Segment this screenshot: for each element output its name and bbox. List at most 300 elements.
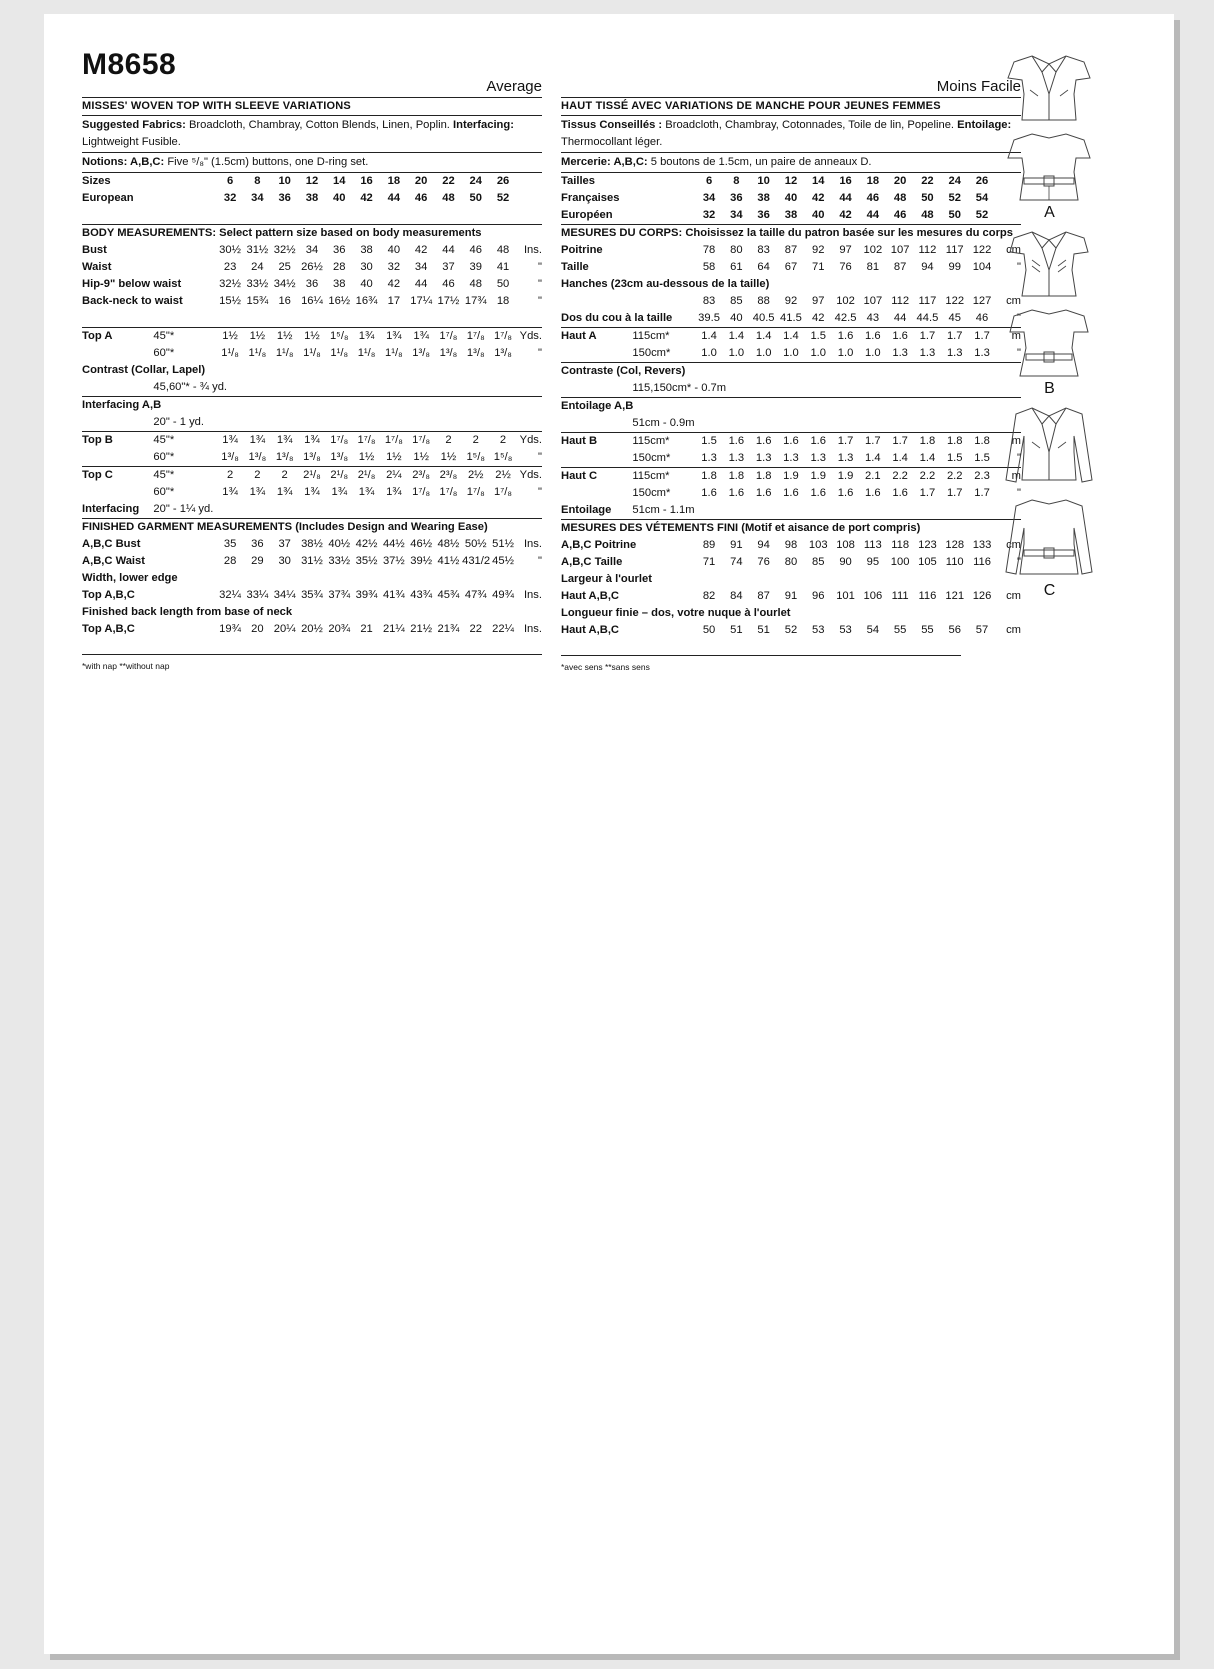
value-cell: 42 <box>812 312 825 324</box>
view-c-front-drawing <box>1002 402 1097 494</box>
value-cell: 18 <box>496 295 510 307</box>
value-cell: 42½ <box>355 538 378 550</box>
row-label: Tailles <box>561 175 595 187</box>
value-cell: 1.4 <box>701 330 717 342</box>
value-cell: 40½ <box>328 538 351 550</box>
value-cell: 1³/₈ <box>248 451 267 463</box>
table-row <box>561 242 1021 259</box>
unit-cell: " <box>538 486 542 498</box>
value-cell: 34¼ <box>273 589 296 601</box>
value-cell: 20½ <box>301 623 323 635</box>
value-cell: 41 <box>496 261 510 273</box>
value-cell: 24 <box>948 175 961 187</box>
fabrics-text-fr: Broadcloth, Chambray, Cotonnades, Toile de lin, Popeline. <box>665 119 955 131</box>
section-heading-row <box>561 276 1021 293</box>
value-cell: 1.8 <box>946 435 963 447</box>
value-cell: 44 <box>866 209 880 221</box>
value-cell: 126 <box>972 590 992 602</box>
value-cell: 1½ <box>440 451 457 463</box>
pattern-title-fr: HAUT TISSÉ AVEC VARIATIONS DE MANCHE POUR JEUNES FEMMES <box>561 97 1021 116</box>
notions-label: Notions: A,B,C: <box>82 156 165 168</box>
value-cell: 20 <box>414 175 428 187</box>
value-cell: 34 <box>702 192 716 204</box>
value-cell: 1⁷/₈ <box>357 434 376 446</box>
value-cell: 19¾ <box>219 623 241 635</box>
section-heading-row <box>82 604 542 621</box>
value-cell: 1¾ <box>386 330 402 342</box>
value-cell: 1⁵/₈ <box>329 330 349 342</box>
unit-cell: Ins. <box>523 244 542 256</box>
unit-cell: " <box>538 261 542 273</box>
unit-cell: " <box>1017 312 1021 324</box>
row-label: A,B,C Taille <box>561 556 623 568</box>
value-cell: 6 <box>705 175 713 187</box>
value-cell: 54 <box>866 624 880 636</box>
value-cell: 39½ <box>410 555 433 567</box>
value-cell: 51½ <box>492 538 514 550</box>
value-cell: 2 <box>445 434 452 446</box>
yardage-row <box>82 449 542 467</box>
value-cell: 94 <box>757 539 770 551</box>
value-cell: 15½ <box>219 295 241 307</box>
value-cell: 102 <box>836 295 855 307</box>
value-cell: 46 <box>414 192 428 204</box>
value-cell: 110 <box>945 556 964 568</box>
value-cell: 38 <box>784 209 798 221</box>
view-b-front-drawing <box>1002 226 1097 304</box>
value-cell: 1.8 <box>701 470 717 482</box>
value-cell: 35 <box>223 538 237 550</box>
value-cell: 14 <box>333 175 346 187</box>
value-cell: 121 <box>945 590 965 602</box>
notions-paragraph <box>82 153 542 173</box>
value-cell: 44 <box>839 192 852 204</box>
value-cell: 42 <box>414 244 428 256</box>
section-heading: Contraste (Col, Revers) <box>561 365 686 377</box>
fabric-width: 115cm* <box>632 470 670 482</box>
value-cell: 117 <box>918 295 937 307</box>
fabric-width: 115cm* <box>632 330 670 342</box>
value-cell: 18 <box>866 175 880 187</box>
value-cell: 48 <box>893 192 907 204</box>
value-cell: 1.7 <box>865 435 881 447</box>
value-cell: 1⁷/₈ <box>412 434 431 446</box>
value-cell: 83 <box>757 244 770 256</box>
top-back-belt-icon <box>1002 128 1097 208</box>
value-cell: 50 <box>921 192 934 204</box>
value-cell: 23 <box>223 261 237 273</box>
value-cell: 6 <box>226 175 234 187</box>
value-cell: 33½ <box>246 278 269 290</box>
view-b-back-drawing <box>1002 304 1097 398</box>
value-cell: 30 <box>360 261 373 273</box>
value-cell: 17½ <box>437 295 460 307</box>
value-cell: 52 <box>948 192 961 204</box>
interfacing-text: Lightweight Fusible. <box>82 136 181 148</box>
notions-text: Five ⁵/₈" (1.5cm) buttons, one D-ring set. <box>167 156 369 168</box>
unit-cell: " <box>1017 556 1021 568</box>
value-cell: 2³/₈ <box>439 469 458 481</box>
value-cell: 83 <box>702 295 716 307</box>
value-cell: 87 <box>757 590 770 602</box>
value-cell: 1.0 <box>728 347 745 359</box>
value-cell: 87 <box>784 244 798 256</box>
notions-label-fr: Mercerie: A,B,C: <box>561 156 648 168</box>
value-cell: 1¾ <box>304 486 320 498</box>
value-cell: 58 <box>702 261 716 273</box>
fabric-width: 150cm* <box>632 487 671 499</box>
yardage-row <box>561 345 1021 363</box>
value-cell: 91 <box>730 539 743 551</box>
table-row <box>561 293 1021 310</box>
fabric-width: 60"* <box>153 451 175 463</box>
value-cell: 1⁷/₈ <box>330 434 349 446</box>
yardage-value: 51cm - 0.9m <box>632 417 695 429</box>
value-cell: 1¹/₈ <box>248 347 267 359</box>
value-cell: 18 <box>387 175 401 187</box>
value-cell: 26 <box>975 175 989 187</box>
value-cell: 1.0 <box>701 347 717 359</box>
interfacing-label: Interfacing: <box>453 119 514 131</box>
value-cell: 1.3 <box>946 347 963 359</box>
value-cell: 1³/₈ <box>494 347 512 359</box>
value-cell: 1³/₈ <box>412 347 430 359</box>
value-cell: 1½ <box>249 330 266 342</box>
table-row <box>82 259 542 276</box>
value-cell: 107 <box>890 244 910 256</box>
value-cell: 22 <box>921 175 934 187</box>
yardage-row <box>561 450 1021 468</box>
value-cell: 42 <box>360 192 373 204</box>
value-cell: 35¾ <box>301 589 323 601</box>
unit-cell: Yds. <box>519 330 542 342</box>
row-label: Haut A,B,C <box>561 624 620 636</box>
value-cell: 1.7 <box>919 487 936 499</box>
value-cell: 40 <box>730 312 743 324</box>
value-cell: 1½ <box>222 330 238 342</box>
unit-cell: " <box>1017 261 1021 273</box>
value-cell: 21¾ <box>437 623 460 635</box>
value-cell: 50 <box>948 209 961 221</box>
value-cell: 15¾ <box>246 295 269 307</box>
value-cell: 32½ <box>273 244 296 256</box>
value-cell: 1.6 <box>755 487 772 499</box>
value-cell: 47¾ <box>464 589 487 601</box>
value-cell: 26½ <box>301 261 323 273</box>
value-cell: 32 <box>223 192 237 204</box>
value-cell: 1³/₈ <box>275 451 294 463</box>
row-label: Top B <box>82 434 113 446</box>
value-cell: 20 <box>251 623 264 635</box>
value-cell: 1¾ <box>304 434 320 446</box>
value-cell: 122 <box>972 244 992 256</box>
value-cell: 16¾ <box>355 295 378 307</box>
table-row <box>561 537 1021 554</box>
notions-text-fr: 5 boutons de 1.5cm, un paire de anneaux D. <box>650 156 872 168</box>
value-cell: 2.2 <box>946 470 963 482</box>
yardage-value: 51cm - 1.1m <box>632 504 695 516</box>
value-cell: 17¼ <box>410 295 433 307</box>
value-cell: 1.3 <box>974 347 990 359</box>
value-cell: 88 <box>757 295 770 307</box>
value-cell: 85 <box>812 556 825 568</box>
value-cell: 1.3 <box>701 452 717 464</box>
unit-cell: Yds. <box>519 469 542 481</box>
section-heading-row <box>561 225 1021 243</box>
value-cell: 1.8 <box>974 435 990 447</box>
section-heading-row <box>561 605 1021 622</box>
value-cell: 78 <box>702 244 716 256</box>
value-cell: 1.7 <box>837 435 854 447</box>
value-cell: 46 <box>442 278 455 290</box>
value-cell: 38 <box>360 244 373 256</box>
value-cell: 8 <box>254 175 261 187</box>
top-back-long-sleeve-icon <box>1002 494 1097 586</box>
value-cell: 116 <box>973 556 991 568</box>
value-cell: 1.6 <box>837 487 854 499</box>
value-cell: 2 <box>226 469 234 481</box>
value-cell: 1.8 <box>755 470 772 482</box>
section-heading: Interfacing A,B <box>82 399 162 411</box>
row-label: European <box>82 192 134 204</box>
value-cell: 39.5 <box>698 312 720 324</box>
value-cell: 49¾ <box>492 589 514 601</box>
value-cell: 85 <box>730 295 743 307</box>
value-cell: 133 <box>972 539 992 551</box>
value-cell: 53 <box>812 624 825 636</box>
fabric-width: 150cm* <box>632 452 671 464</box>
value-cell: 2 <box>472 434 479 446</box>
fabrics-paragraph-fr <box>561 116 1021 153</box>
french-column <box>561 64 1021 676</box>
value-cell: 1¹/₈ <box>275 347 294 359</box>
value-cell: 1.8 <box>919 435 936 447</box>
value-cell: 1.6 <box>783 487 799 499</box>
value-cell: 1.4 <box>892 452 908 464</box>
value-cell: 1.4 <box>783 330 799 342</box>
table-row <box>561 259 1021 276</box>
value-cell: 1⁷/₈ <box>412 486 431 498</box>
value-cell: 1.9 <box>783 470 799 482</box>
value-cell: 2¹/₈ <box>303 469 321 481</box>
fabric-width: 45"* <box>153 469 175 481</box>
table-row <box>561 622 1021 639</box>
row-label: Taille <box>561 261 589 273</box>
top-front-short-sleeve-icon <box>1002 226 1097 304</box>
section-heading: Longueur finie – dos, votre nuque à l'ourlet <box>561 607 791 619</box>
unit-cell: " <box>1017 487 1021 499</box>
value-cell: 42 <box>839 209 852 221</box>
section-heading-row <box>82 225 542 243</box>
value-cell: 98 <box>784 539 798 551</box>
unit-cell: m <box>1011 470 1021 482</box>
value-cell: 2½ <box>467 469 484 481</box>
value-cell: 16 <box>278 295 291 307</box>
value-cell: 1.3 <box>892 347 908 359</box>
section-heading-row <box>561 398 1021 416</box>
value-cell: 112 <box>918 244 937 256</box>
value-cell: 1¾ <box>222 486 238 498</box>
value-cell: 43 <box>866 312 880 324</box>
value-cell: 1.4 <box>919 452 936 464</box>
yardage-value: 45,60"* - ¾ yd. <box>153 381 228 393</box>
row-label: Top A,B,C <box>82 623 135 635</box>
value-cell: 31½ <box>301 555 323 567</box>
value-cell: 44 <box>387 192 401 204</box>
value-cell: 52 <box>784 624 798 636</box>
value-cell: 1⁷/₈ <box>494 330 513 342</box>
value-cell: 2 <box>254 469 261 481</box>
table-row <box>82 621 542 638</box>
value-cell: 104 <box>972 261 992 273</box>
value-cell: 1¹/₈ <box>385 347 403 359</box>
value-row <box>561 415 1021 433</box>
fabric-width: 115cm* <box>632 435 670 447</box>
value-cell: 92 <box>784 295 798 307</box>
section-heading: Contrast (Collar, Lapel) <box>82 364 206 376</box>
section-heading-row <box>561 520 1021 538</box>
value-cell: 50 <box>496 278 510 290</box>
view-label-c: C <box>1043 582 1056 599</box>
row-label: Entoilage <box>561 504 612 516</box>
value-cell: 128 <box>945 539 965 551</box>
value-cell: 33¼ <box>246 589 269 601</box>
unit-cell: " <box>538 451 542 463</box>
fabrics-label-fr: Tissus Conseillés : <box>561 119 663 131</box>
value-cell: 16 <box>839 175 852 187</box>
value-cell: 87 <box>893 261 907 273</box>
value-cell: 1.3 <box>783 452 799 464</box>
value-cell: 96 <box>812 590 825 602</box>
value-cell: 48 <box>921 209 934 221</box>
section-heading-row <box>82 570 542 587</box>
unit-cell: " <box>1017 347 1021 359</box>
value-cell: 51 <box>730 624 743 636</box>
value-cell: 106 <box>863 590 883 602</box>
value-cell: 82 <box>702 590 716 602</box>
row-label: Haut A,B,C <box>561 590 620 602</box>
yardage-row <box>82 432 542 450</box>
value-cell: 1.6 <box>865 487 881 499</box>
value-cell: 1.5 <box>810 330 827 342</box>
value-cell: 100 <box>890 556 910 568</box>
row-label: Hip-9" below waist <box>82 278 182 290</box>
english-column <box>82 48 542 675</box>
value-cell: 2.2 <box>919 470 936 482</box>
value-cell: 40 <box>784 192 798 204</box>
value-cell: 28 <box>223 555 237 567</box>
value-cell: 21 <box>360 623 373 635</box>
value-cell: 81 <box>866 261 880 273</box>
yardage-row <box>82 345 542 362</box>
value-cell: 46 <box>866 192 880 204</box>
value-cell: 42.5 <box>834 312 857 324</box>
value-cell: 48 <box>469 278 482 290</box>
value-cell: 99 <box>948 261 961 273</box>
value-cell: 117 <box>945 244 964 256</box>
row-label: Top A,B,C <box>82 589 135 601</box>
value-cell: 48½ <box>437 538 460 550</box>
value-cell: 46 <box>469 244 482 256</box>
value-cell: 111 <box>891 590 909 602</box>
value-cell: 1³/₈ <box>466 347 485 359</box>
value-cell: 84 <box>730 590 743 602</box>
value-cell: 28 <box>333 261 346 273</box>
value-cell: 1¾ <box>249 486 266 498</box>
table-row <box>561 588 1021 605</box>
value-cell: 95 <box>866 556 880 568</box>
value-cell: 1¹/₈ <box>357 347 376 359</box>
row-label: Top A <box>82 330 113 342</box>
row-label: Poitrine <box>561 244 603 256</box>
value-cell: 1³/₈ <box>330 451 349 463</box>
value-cell: 1¾ <box>331 486 348 498</box>
value-cell: 33½ <box>328 555 351 567</box>
value-cell: 45¾ <box>437 589 460 601</box>
value-cell: 1.7 <box>974 330 990 342</box>
value-cell: 1½ <box>413 451 429 463</box>
value-cell: 94 <box>921 261 934 273</box>
value-cell: 34 <box>251 192 264 204</box>
section-heading-row <box>561 571 1021 588</box>
row-label: Sizes <box>82 175 111 187</box>
value-cell: 1.6 <box>865 330 881 342</box>
yardage-row <box>561 328 1021 346</box>
value-cell: 26 <box>496 175 510 187</box>
view-a-front-drawing <box>1002 50 1097 128</box>
value-cell: 38 <box>333 278 346 290</box>
value-cell: 44 <box>442 244 455 256</box>
value-cell: 12 <box>784 175 798 187</box>
yardage-value: 20" - 1¼ yd. <box>153 503 214 515</box>
sizes-table <box>82 173 542 638</box>
value-cell: 55 <box>893 624 907 636</box>
value-cell: 44.5 <box>916 312 939 324</box>
value-cell: 44 <box>414 278 428 290</box>
value-row <box>82 414 542 432</box>
sizes-table-fr <box>561 173 1021 639</box>
value-cell: 52 <box>496 192 510 204</box>
unit-cell: " <box>538 555 542 567</box>
row-label: Européen <box>561 209 613 221</box>
value-cell: 39¾ <box>355 589 378 601</box>
unit-cell: cm <box>1006 244 1021 256</box>
view-c-back-drawing <box>1002 494 1097 600</box>
value-cell: 30½ <box>219 244 241 256</box>
value-cell: 1.7 <box>974 487 990 499</box>
fabrics-text: Broadcloth, Chambray, Cotton Blends, Linen, Poplin. <box>188 119 450 131</box>
table-row <box>82 276 542 293</box>
value-cell: 2 <box>281 469 288 481</box>
value-cell: 44 <box>893 312 907 324</box>
table-row <box>82 190 542 207</box>
yardage-row <box>561 433 1021 451</box>
value-cell: 97 <box>812 295 825 307</box>
value-cell: 8 <box>733 175 740 187</box>
value-cell: 1⁷/₈ <box>439 330 458 342</box>
value-cell: 1.6 <box>892 487 908 499</box>
pattern-code: M8658 <box>82 48 177 81</box>
row-label: Dos du cou à la taille <box>561 312 673 324</box>
row-label: A,B,C Bust <box>82 538 141 550</box>
value-cell: 102 <box>863 244 883 256</box>
section-heading: BODY MEASUREMENTS: Select pattern size based on body measurements <box>82 227 482 239</box>
value-cell: 1¾ <box>358 486 375 498</box>
value-cell: 1.3 <box>837 452 854 464</box>
value-cell: 1³/₈ <box>439 347 458 359</box>
value-cell: 36 <box>757 209 770 221</box>
value-cell: 34½ <box>273 278 296 290</box>
